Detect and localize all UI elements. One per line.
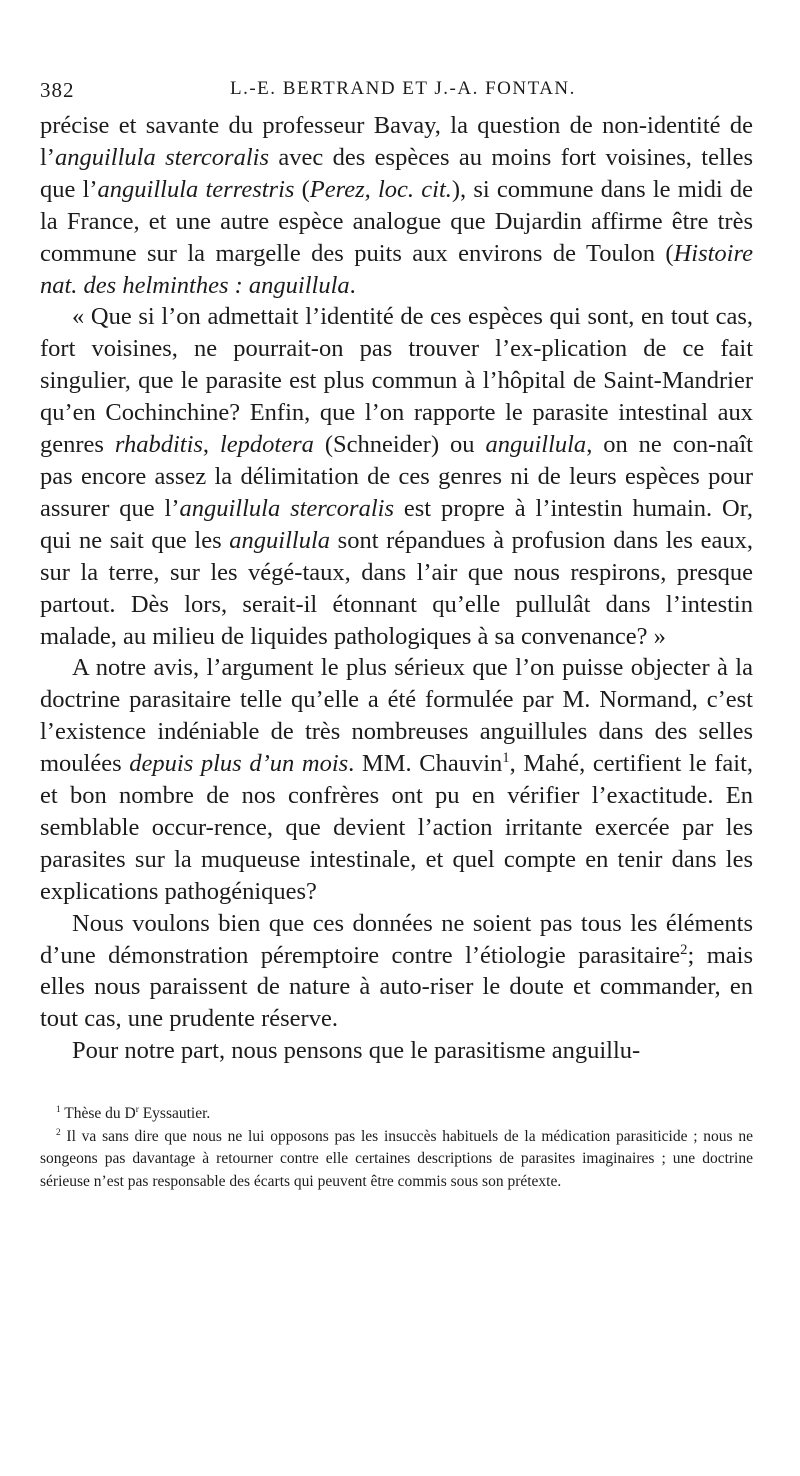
footnotes	[40, 1103, 753, 1193]
page-header	[40, 78, 753, 110]
paragraph: précise et savante du professeur Bavay, la question de non-identité de l’anguillula stercoralis avec des espèces au moins fort voisines, telles que l’anguillula terrestris (Perez, loc. cit.), si commune dans le midi de la France, et une autre espèce analogue que Dujardin affirme être très commune sur la margelle des puits aux environs de Toulon (Histoire nat. des helminthes : anguillula.	[40, 112, 753, 299]
footnote: $^2$ Il va sans dire que nous ne lui opposons pas les insuccès habituels de la médication parasiticide ; nous ne songeons pas davantage à retourner contre elle certaines descriptions de parasites imaginaires ; une doctrine sérieuse n’est pas responsable des écarts qui peuvent être commis sous son prétexte.	[40, 1127, 753, 1190]
paragraph: A notre avis, l’argument le plus sérieux que l’on puisse objecter à la doctrine parasitaire telle qu’elle a été formulée par M. Normand, c’est l’existence indéniable de très nombreuses anguillules dans des selles moulées depuis plus d’un mois. MM. Chauvin$^1$, Mahé, certifient le fait, et bon nombre de nos confrères ont pu en vérifier l’exactitude. En semblable occur-rence, que devient l’action irritante exercée par les parasites sur la muqueuse intestinale, et quel compte en tenir dans les explications pathogéniques?	[40, 654, 753, 905]
paragraph: Pour notre part, nous pensons que le parasitisme anguillu-	[72, 1037, 641, 1065]
running-head: L.-E. BERTRAND ET J.-A. FONTAN.	[230, 78, 576, 99]
body-text	[40, 110, 753, 1067]
book-page	[40, 78, 753, 1193]
footnote: $^1$ Thèse du $D^r$ Eyssautier.	[56, 1105, 211, 1123]
paragraph: « Que si l’on admettait l’identité de ces espèces qui sont, en tout cas, fort voisines, ne pourrait-on pas trouver l’ex-plication de ce fait singulier, que le parasite est plus commun à l’hôpital de Saint-Mandrier qu’en Cochinchine? Enfin, que l’on rapporte le parasite intestinal aux genres rhabditis, lepdotera (Schneider) ou anguillula, on ne con-naît pas encore assez la délimitation de ces genres ni de leurs espèces pour assurer que l’anguillula stercoralis est propre à l’intestin humain. Or, qui ne sait que les anguillula sont répandues à profusion dans les eaux, sur la terre, sur les végé-taux, dans l’air que nous respirons, presque partout. Dès lors, serait-il étonnant qu’elle pullulât dans l’intestin malade, au milieu de liquides pathologiques à sa convenance? »	[40, 303, 753, 650]
paragraph: Nous voulons bien que ces données ne soient pas tous les éléments d’une démonstration péremptoire contre l’étiologie parasitaire$^2$; mais elles nous paraissent de nature à auto-riser le doute et commander, en tout cas, une prudente réserve.	[40, 909, 753, 1033]
page-number: 382	[40, 78, 75, 102]
